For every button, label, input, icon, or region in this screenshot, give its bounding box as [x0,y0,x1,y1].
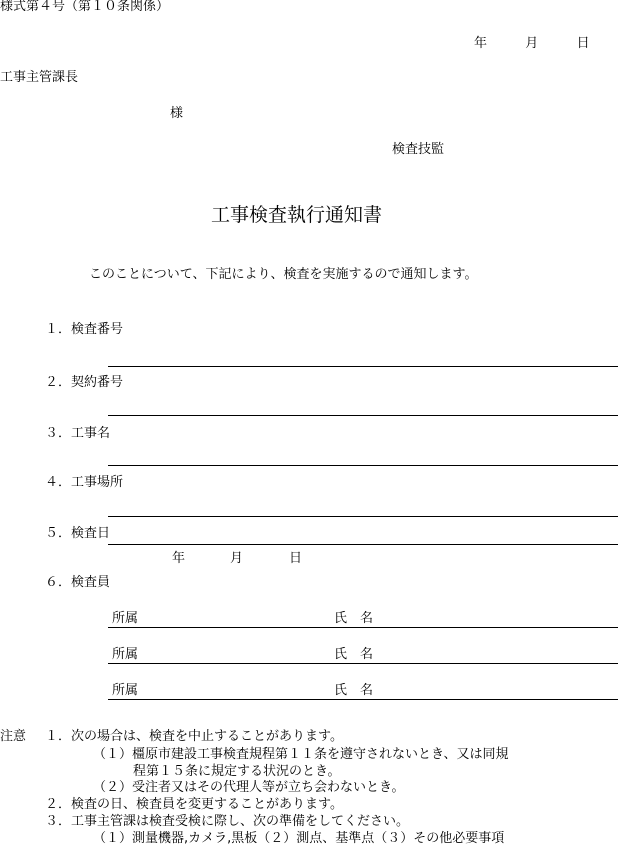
inspection-date-field-line [108,544,618,545]
item-inspection-date-label: ５．検査日 [45,526,111,541]
inspection-date-year: 年 [172,551,186,566]
inspector-3-name: 氏 名 [334,683,374,698]
inspector-2-affiliation: 所属 [112,647,139,662]
note-line-7: （１）測量機器,カメラ,黒板（２）測点、基準点（３）その他必要事項 [93,831,505,846]
item-inspector-label: ６．検査員 [45,575,111,590]
inspection-date-day: 日 [289,551,303,566]
item-work-name-label: ３．工事名 [45,426,111,441]
inspector-1-line [108,627,618,628]
note-line-4: （２）受注者又はその代理人等が立ち会わないとき。 [93,780,405,795]
inspector-2-name: 氏 名 [334,647,374,662]
work-name-field-line [108,465,618,466]
note-line-5: ２．検査の日、検査員を変更することがあります。 [45,797,343,812]
form-number: 様式第４号（第１０条関係） [0,0,170,14]
addressee-title: 工事主管課長 [0,70,79,85]
inspector-3-affiliation: 所属 [112,683,139,698]
document-title: 工事検査執行通知書 [211,204,383,226]
date-year-label: 年 [474,36,488,51]
note-line-6: ３．工事主管課は検査受検に際し、次の準備をしてください。 [45,814,410,829]
inspector-1-affiliation: 所属 [112,611,139,626]
notes-heading: 注意 [0,729,27,744]
item-inspection-number-label: １．検査番号 [45,322,124,337]
inspector-1-name: 氏 名 [334,611,374,626]
addressee-honorific: 様 [170,106,184,121]
date-month-label: 月 [525,36,539,51]
inspection-number-field-line [108,366,618,367]
date-day-label: 日 [576,36,590,51]
note-line-2: （１）橿原市建設工事検査規程第１１条を遵守されないとき、又は同規 [93,747,509,762]
sender-title: 検査技監 [392,142,445,157]
inspector-3-line [108,699,618,700]
contract-number-field-line [108,415,618,416]
item-work-location-label: ４．工事場所 [45,475,124,490]
work-location-field-line [108,516,618,517]
inspector-2-line [108,663,618,664]
note-line-3: 程第１５条に規定する状況のとき。 [133,764,341,779]
inspection-date-month: 月 [230,551,244,566]
intro-text: このことについて、下記により、検査を実施するので通知します。 [89,267,478,282]
item-contract-number-label: ２．契約番号 [45,375,124,390]
header-date [474,37,590,50]
note-line-1: １．次の場合は、検査を中止することがあります。 [45,729,343,744]
